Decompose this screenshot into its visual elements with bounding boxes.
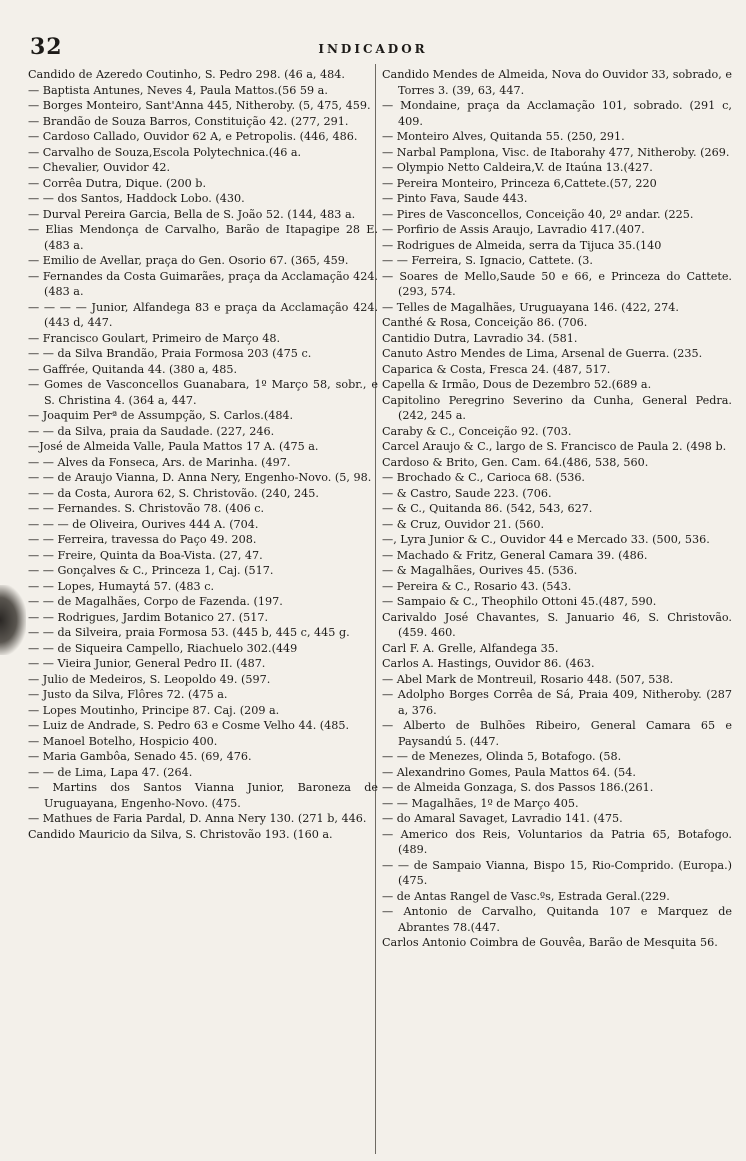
directory-entry: — Lopes Moutinho, Principe 87. Caj. (209 a. [28, 703, 280, 717]
directory-entry: Cardoso & Brito, Gen. Cam. 64.(486, 538, 560. [382, 455, 649, 469]
directory-entry: — Rodrigues de Almeida, serra da Tijuca 35.(140 [382, 238, 662, 252]
directory-entry: — de Almeida Gonzaga, S. dos Passos 186.(261. [382, 781, 654, 794]
right-column [382, 67, 732, 1152]
directory-entry: — — de Magalhães, Corpo de Fazenda. (197. [28, 595, 283, 608]
directory-entry: — Elias Mendonça de Carvalho, Barão de Itapagipe 28 E. (483 a. [28, 223, 378, 252]
directory-entry: — & Castro, Saude 223. (706. [382, 486, 552, 500]
running-title: INDICADOR [318, 42, 428, 56]
directory-entry: — Fernandes da Costa Guimarães, praça da Acclamação 424. (483 a. [28, 269, 378, 298]
directory-entry: — Olympio Netto Caldeira,V. de Itaúna 13.(427. [382, 161, 653, 174]
directory-entry: — Alexandrino Gomes, Paula Mattos 64. (54. [382, 765, 636, 779]
directory-entry: — Maria Gambôa, Senado 45. (69, 476. [28, 750, 252, 763]
directory-entry: — & Cruz, Ouvidor 21. (560. [382, 517, 545, 531]
directory-entry: — Pereira & C., Rosario 43. (543. [382, 579, 572, 593]
directory-entry: — Francisco Goulart, Primeiro de Março 48. [28, 331, 281, 345]
directory-entry: — Chevalier, Ouvidor 42. [28, 161, 170, 174]
directory-entry: — Machado & Fritz, General Camara 39. (486. [382, 548, 648, 562]
directory-entry: — — Ferreira, S. Ignacio, Cattete. (3. [382, 254, 593, 267]
directory-entry: Capella & Irmão, Dous de Dezembro 52.(689 a. [382, 378, 652, 391]
directory-entry: — — Rodrigues, Jardim Botanico 27. (517. [28, 610, 269, 624]
directory-entry: Carcel Araujo & C., largo de S. Francisco de Paula 2. (498 b. [382, 440, 727, 453]
directory-entry: Caparica & Costa, Fresca 24. (487, 517. [382, 362, 611, 376]
directory-entry: — Martins dos Santos Vianna Junior, Baroneza de Uruguayana, Engenho-Novo. (475. [28, 781, 378, 810]
directory-entry: Carivaldo José Chavantes, S. Januario 46, S. Christovão. (459. 460. [382, 610, 732, 639]
directory-entry: — Alberto de Bulhões Ribeiro, General Camara 65 e Paysandú 5. (447. [382, 719, 732, 748]
directory-entry: — — de Lima, Lapa 47. (264. [28, 765, 193, 779]
directory-entry: — Gaffrée, Quitanda 44. (380 a, 485. [28, 362, 238, 376]
directory-entry: — Sampaio & C., Theophilo Ottoni 45.(487, 590. [382, 595, 657, 608]
directory-entry: — Porfirio de Assis Araujo, Lavradio 417.(407. [382, 223, 645, 236]
directory-entry: — — de Sampaio Vianna, Bispo 15, Rio-Comprido. (Europa.) (475. [382, 858, 732, 887]
page-number: 32 [30, 34, 63, 60]
directory-entry: Carlos A. Hastings, Ouvidor 86. (463. [382, 657, 595, 670]
directory-entry: Candido de Azeredo Coutinho, S. Pedro 298. (46 a, 484. [28, 68, 345, 81]
directory-entry: — de Antas Rangel de Vasc.ºs, Estrada Geral.(229. [382, 889, 670, 903]
directory-entry: Carl F. A. Grelle, Alfandega 35. [382, 641, 559, 655]
directory-entry: — Pinto Fava, Saude 443. [382, 192, 528, 205]
directory-entry: —, Lyra Junior & C., Ouvidor 44 e Mercado 33. (500, 536. [382, 533, 710, 546]
directory-entry: — — da Costa, Aurora 62, S. Christovão. (240, 245. [28, 486, 319, 500]
directory-entry: — Mathues de Faria Pardal, D. Anna Nery 130. (271 b, 446. [28, 812, 367, 825]
directory-entry: Caraby & C., Conceição 92. (703. [382, 424, 572, 438]
directory-entry: Canuto Astro Mendes de Lima, Arsenal de Guerra. (235. [382, 347, 703, 360]
directory-entry: — Corrêa Dutra, Dique. (200 b. [28, 176, 207, 190]
directory-entry: — — da Silveira, praia Formosa 53. (445 b, 445 c, 445 g. [28, 626, 350, 639]
directory-entry: — Mondaine, praça da Acclamação 101, sobrado. (291 c, 409. [382, 99, 732, 128]
directory-entry: — — Vieira Junior, General Pedro II. (487. [28, 657, 266, 670]
directory-entry: — Brochado & C., Carioca 68. (536. [382, 471, 585, 484]
directory-entry: — — Freire, Quinta da Boa-Vista. (27, 47. [28, 548, 263, 562]
directory-entry: — Justo da Silva, Flôres 72. (475 a. [28, 688, 228, 701]
directory-entry: — — Gonçalves & C., Princeza 1, Caj. (517. [28, 564, 274, 577]
directory-entry: —José de Almeida Valle, Paula Mattos 17 A. (475 a. [28, 440, 319, 453]
directory-entry: — — — — Junior, Alfandega 83 e praça da Acclamação 424. (443 d, 447. [28, 300, 378, 329]
directory-entry: — Baptista Antunes, Neves 4, Paula Mattos.(56 59 a. [28, 83, 328, 97]
directory-entry: Carlos Antonio Coimbra de Gouvêa, Barão de Mesquita 56. [382, 936, 718, 949]
directory-entry: — Gomes de Vasconcellos Guanabara, 1º Março 58, sobr., e S. Christina 4. (364 a, 447. [28, 378, 378, 407]
directory-entry: — Pires de Vasconcellos, Conceição 40, 2º andar. (225. [382, 207, 694, 221]
directory-entry: — Durval Pereira Garcia, Bella de S. João 52. (144, 483 a. [28, 207, 356, 221]
directory-entry: Cantidio Dutra, Lavradio 34. (581. [382, 331, 578, 345]
directory-entry: — Emilio de Avellar, praça do Gen. Osorio 67. (365, 459. [28, 254, 349, 267]
directory-entry: — — da Silva Brandão, Praia Formosa 203 (475 c. [28, 347, 312, 360]
directory-entry: — Luiz de Andrade, S. Pedro 63 e Cosme Velho 44. (485. [28, 719, 350, 732]
directory-entry: — — dos Santos, Haddock Lobo. (430. [28, 192, 245, 205]
directory-entry: — — de Menezes, Olinda 5, Botafogo. (58. [382, 750, 622, 763]
directory-entry: — — Ferreira, travessa do Paço 49. 208. [28, 533, 257, 546]
directory-entry: — Cardoso Callado, Ouvidor 62 A, e Petropolis. (446, 486. [28, 130, 358, 143]
directory-entry: — — Lopes, Humaytá 57. (483 c. [28, 579, 215, 593]
directory-entry: — Pereira Monteiro, Princeza 6,Cattete.(57, 220 [382, 176, 657, 190]
directory-entry: — — de Araujo Vianna, D. Anna Nery, Engenho-Novo. (5, 98. [28, 471, 372, 484]
directory-entry: — Carvalho de Souza,Escola Polytechnica.(46 a. [28, 145, 302, 159]
directory-entry: Candido Mendes de Almeida, Nova do Ouvidor 33, sobrado, e Torres 3. (39, 63, 447. [382, 68, 732, 97]
directory-entry: — Telles de Magalhães, Uruguayana 146. (422, 274. [382, 300, 679, 314]
directory-entry: Candido Mauricio da Silva, S. Christovão 193. (160 a. [28, 827, 333, 841]
directory-entry: — Julio de Medeiros, S. Leopoldo 49. (597. [28, 672, 271, 686]
directory-entry: — — da Silva, praia da Saudade. (227, 246. [28, 424, 275, 438]
directory-entry: — — — de Oliveira, Ourives 444 A. (704. [28, 517, 259, 531]
directory-entry: — — Fernandes. S. Christovão 78. (406 c. [28, 502, 265, 515]
left-column [28, 67, 378, 1152]
directory-entry: — Brandão de Souza Barros, Constituição 42. (277, 291. [28, 114, 349, 128]
directory-entry: — Abel Mark de Montreuil, Rosario 448. (507, 538. [382, 672, 674, 686]
directory-entry: Capitolino Peregrino Severino da Cunha, General Pedra. (242, 245 a. [382, 393, 732, 422]
directory-entry: — & C., Quitanda 86. (542, 543, 627. [382, 502, 593, 515]
directory-entry: — Monteiro Alves, Quitanda 55. (250, 291. [382, 130, 625, 143]
directory-entry: — Antonio de Carvalho, Quitanda 107 e Marquez de Abrantes 78.(447. [382, 905, 732, 934]
directory-entry: — Americo dos Reis, Voluntarios da Patria 65, Botafogo. (489. [382, 827, 732, 856]
directory-entry: — — Magalhães, 1º de Março 405. [382, 796, 579, 810]
directory-entry: — Narbal Pamplona, Visc. de Itaborahy 477, Nitheroby. (269. [382, 145, 730, 159]
directory-entry: — Adolpho Borges Corrêa de Sá, Praia 409, Nitheroby. (287 a, 376. [382, 688, 732, 717]
directory-entry: Canthé & Rosa, Conceição 86. (706. [382, 316, 588, 329]
directory-entry: — & Magalhães, Ourives 45. (536. [382, 564, 578, 577]
directory-entry: — Joaquim Perª de Assumpção, S. Carlos.(484. [28, 409, 294, 422]
directory-entry: — Soares de Mello,Saude 50 e 66, e Princeza do Cattete. (293, 574. [382, 269, 732, 298]
directory-entry: — do Amaral Savaget, Lavradio 141. (475. [382, 812, 623, 825]
page-stain [0, 585, 26, 655]
directory-entry: — Manoel Botelho, Hospicio 400. [28, 734, 218, 748]
directory-entry: — Borges Monteiro, Sant'Anna 445, Nitheroby. (5, 475, 459. [28, 99, 371, 112]
directory-entry: — — Alves da Fonseca, Ars. de Marinha. (497. [28, 455, 291, 469]
directory-entry: — — de Siqueira Campello, Riachuelo 302.(449 [28, 641, 298, 655]
